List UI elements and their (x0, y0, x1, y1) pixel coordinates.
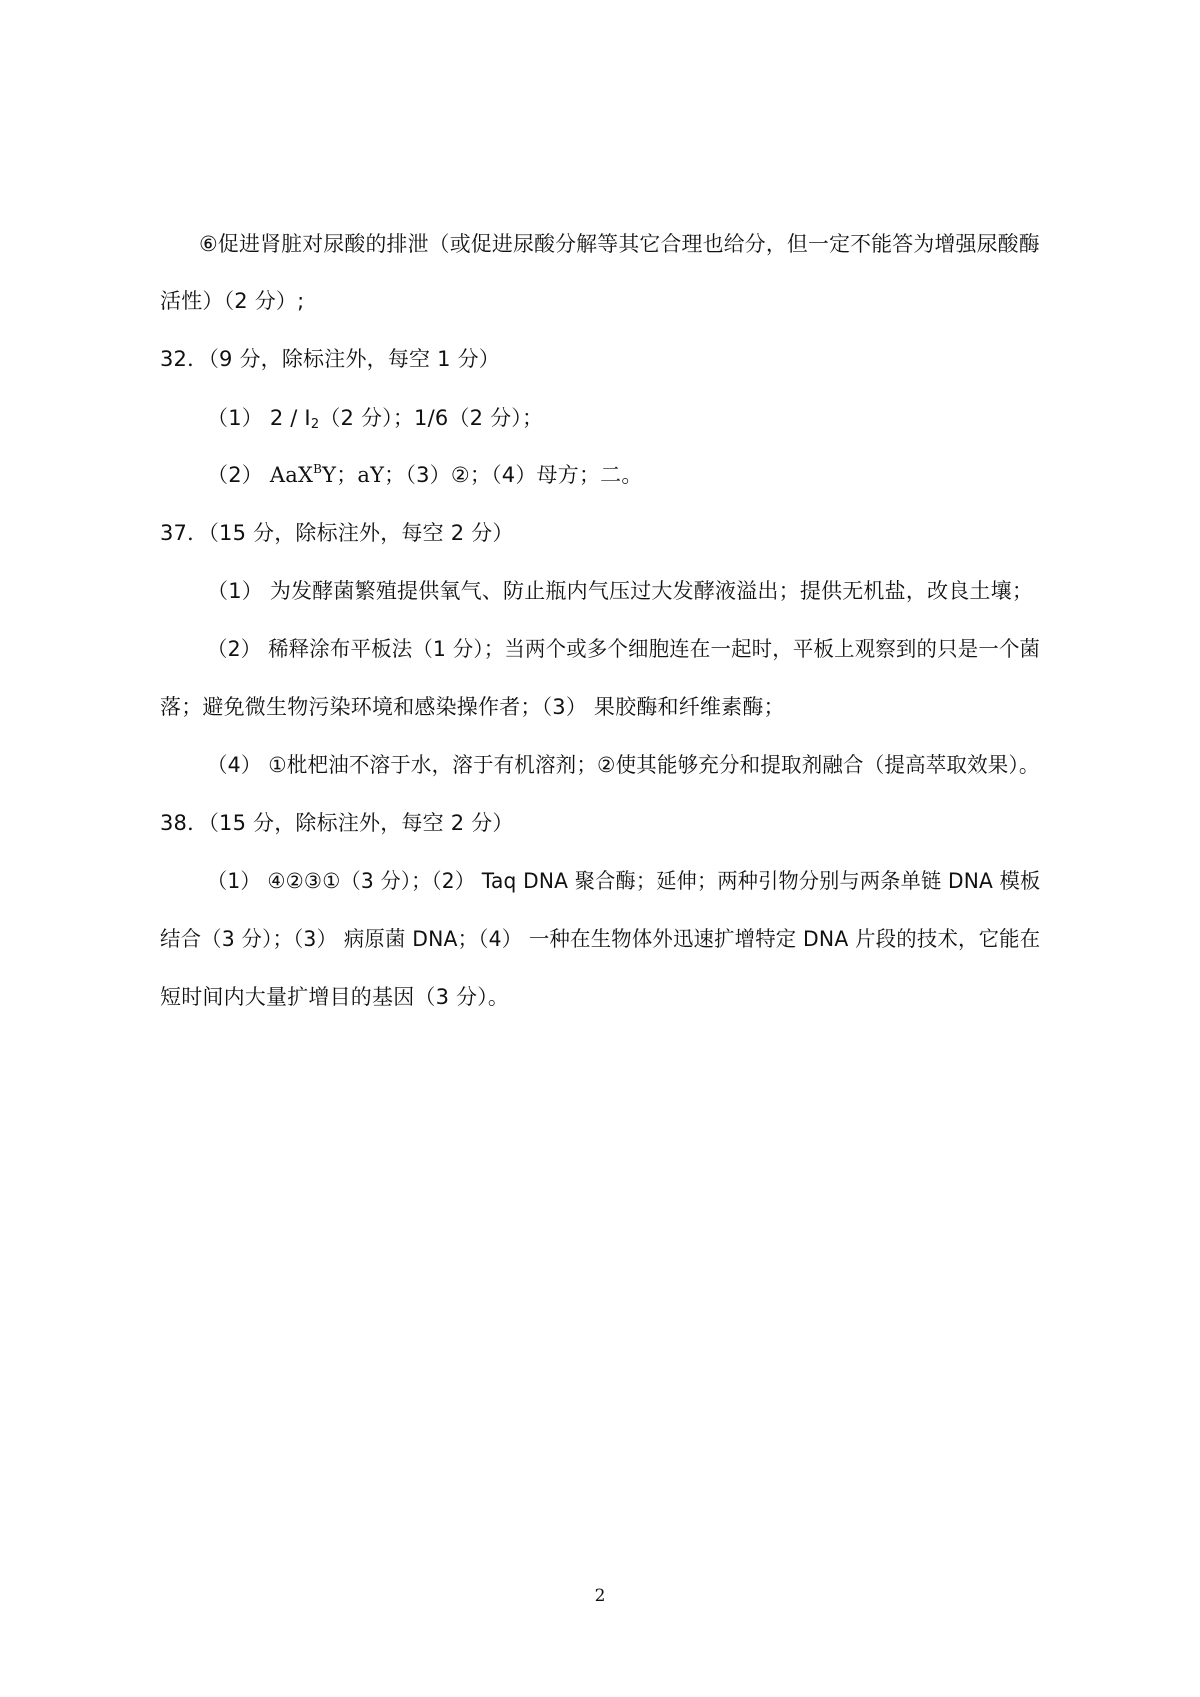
question-header (0, 339, 1200, 379)
q37-answer-2: （2） 稀释涂布平板法（1 分）；当两个或多个细胞连在一起时，平板上观察到的只是一个菌 (207, 637, 1041, 661)
q32-header: 32．（9 分，除标注外，每空 1 分） (160, 347, 500, 371)
q37-answer-1: （1） 为发酵菌繁殖提供氧气、防止瓶内气压过大发酵液溢出；提供无机盐，改良土壤； (207, 579, 1034, 603)
q37-answer-2-cont: 落；避免微生物污染环境和感染操作者；（3） 果胶酶和纤维素酶； (160, 695, 785, 719)
answer-line (0, 224, 1200, 264)
answer-line (0, 571, 1200, 611)
q31-answer-6-cont: 活性）（2 分）; (160, 289, 305, 313)
q38-answer-cont2: 短时间内大量扩增目的基因（3 分）。 (160, 985, 510, 1009)
answer-line (0, 687, 1200, 727)
q31-answer-6: ⑥促进肾脏对尿酸的排泄（或促进尿酸分解等其它合理也给分，但一定不能答为增强尿酸酶 (199, 232, 1040, 256)
answer-line (0, 629, 1200, 669)
answer-line (0, 861, 1200, 901)
question-header (0, 513, 1200, 553)
answer-line (0, 455, 1200, 495)
q37-answer-4: （4） ①枇杷油不溶于水，溶于有机溶剂；②使其能够充分和提取剂融合（提高萃取效果）。 (207, 753, 1040, 777)
genotype: AaX$^B$Y；aY； (269, 462, 406, 487)
q32-answer-2: （2） AaX$^B$Y；aY；（3）②；（4）母方；二。 (207, 462, 643, 487)
q38-header: 38．（15 分，除标注外，每空 2 分） (160, 811, 514, 835)
q32-answer-1: （1） $2 / I_2(2$ 分）；1/6（2 分）； (207, 406, 544, 432)
page-number: 2 (594, 1586, 606, 1606)
q37-header: 37．（15 分，除标注外，每空 2 分） (160, 521, 514, 545)
q38-answer-cont: 结合（3 分）；（3） 病原菌 DNA；（4） 一种在生物体外迅速扩增特定 DNA 片段的技术，它能在 (160, 927, 1041, 951)
answer-line (0, 977, 1200, 1017)
question-header (0, 803, 1200, 843)
q38-answer-1: （1） ④②③①（3 分）；（2） Taq DNA 聚合酶；延伸；两种引物分别与两条单链 DNA 模板 (207, 869, 1041, 893)
answer-line (0, 398, 1200, 438)
answer-line (0, 919, 1200, 959)
answer-line (0, 281, 1200, 321)
answer-line (0, 745, 1200, 785)
